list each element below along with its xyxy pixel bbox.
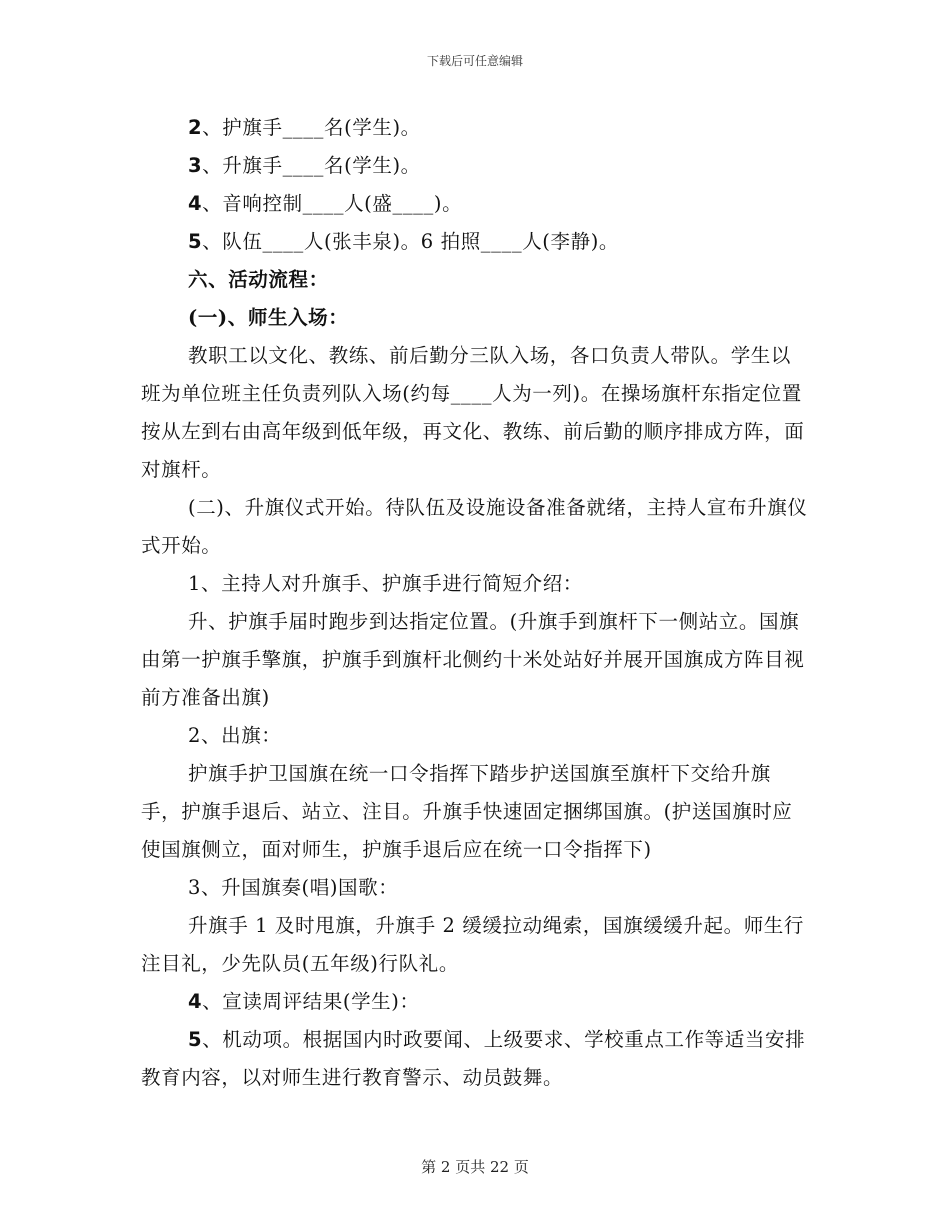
page-footer: 第 2 页共 22 页	[421, 1158, 529, 1176]
paragraph: 升、护旗手届时跑步到达指定位置。(升旗手到旗杆下一侧站立。国旗由第一护旗手擎旗，护旗手到旗杆北侧约十米处站好并展开国旗成方阵目视前方准备出旗)	[141, 610, 805, 709]
list-item: 5、队伍____人(张丰泉)。6 拍照____人(李静)。	[188, 230, 620, 253]
paragraph: 教职工以文化、教练、前后勤分三队入场，各口负责人带队。学生以班为单位班主任负责列队入场(约每____人为一列)。在操场旗杆东指定位置按从左到右由高年级到低年级，再文化、教练、前后勤的顺序排成方阵，面对旗杆。	[141, 344, 805, 481]
section-title: 六、活动流程：	[188, 268, 329, 291]
step-title: 3、升国旗奏(唱)国歌：	[188, 876, 399, 899]
paragraph: 5、机动项。根据国内时政要闻、上级要求、学校重点工作等适当安排教育内容，以对师生进行教育警示、动员鼓舞。	[141, 1028, 806, 1089]
step-title: 4、宣读周评结果(学生)：	[188, 990, 420, 1013]
step-title: 2、出旗：	[188, 724, 282, 747]
list-item: 4、音响控制____人(盛____)。	[188, 192, 463, 215]
list-item: 2、护旗手____名(学生)。	[188, 116, 421, 139]
list-item: 3、升旗手____名(学生)。	[188, 154, 421, 177]
page-header: 下载后可任意编辑	[426, 54, 523, 68]
paragraph: (二)、升旗仪式开始。待队伍及设施设备准备就绪，主持人宣布升旗仪式开始。	[141, 496, 808, 557]
subsection-title: (一)、师生入场：	[188, 306, 349, 329]
step-title: 1、主持人对升旗手、护旗手进行简短介绍：	[188, 572, 583, 595]
paragraph: 升旗手 1 及时甩旗，升旗手 2 缓缓拉动绳索，国旗缓缓升起。师生行注目礼，少先队员(五年级)行队礼。	[141, 914, 805, 975]
document-body	[141, 109, 809, 1097]
paragraph: 护旗手护卫国旗在统一口令指挥下踏步护送国旗至旗杆下交给升旗手，护旗手退后、站立、注目。升旗手快速固定捆绑国旗。(护送国旗时应使国旗侧立，面对师生，护旗手退后应在统一口令指挥下)	[141, 762, 793, 861]
